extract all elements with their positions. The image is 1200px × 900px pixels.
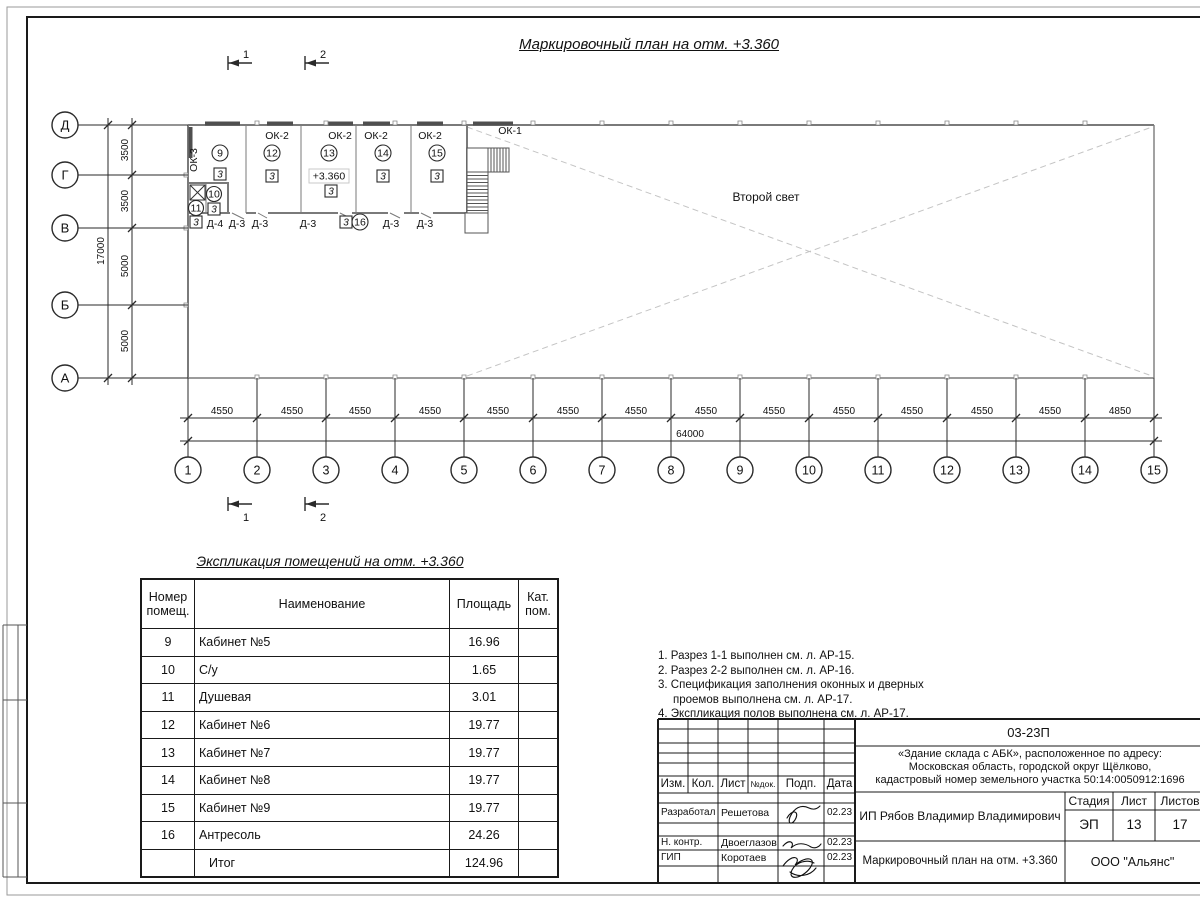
door-label-d3: Д-3 bbox=[416, 218, 434, 230]
explication-title: Экспликация помещений на отм. +3.360 bbox=[196, 553, 464, 569]
floor-type-mark: 3 bbox=[193, 217, 199, 229]
floor-type-mark: 3 bbox=[380, 171, 386, 183]
section-number: 1 bbox=[242, 49, 250, 61]
room-number-cell: 16 bbox=[141, 822, 195, 850]
room-cat-cell bbox=[519, 794, 559, 822]
axis-labels-left bbox=[61, 118, 131, 386]
column-ticks bbox=[184, 121, 1087, 379]
signature-date: 02.23 bbox=[826, 837, 853, 848]
table-row bbox=[141, 684, 558, 712]
window-label-ok2: ОК-2 bbox=[328, 130, 352, 142]
client-name: ИП Рябов Владимир Владимирович bbox=[859, 809, 1061, 824]
room-cat-cell bbox=[519, 766, 559, 794]
axis-number: 14 bbox=[1078, 463, 1092, 478]
table-row bbox=[141, 766, 558, 794]
room-number-cell: 10 bbox=[141, 656, 195, 684]
section-number: 1 bbox=[242, 512, 250, 524]
dim-value: 4550 bbox=[1038, 406, 1062, 417]
room-name-cell: Кабинет №6 bbox=[195, 711, 450, 739]
stage-col-header: Стадия bbox=[1068, 793, 1110, 808]
sheets-col-header: Листов bbox=[1160, 793, 1200, 808]
room-number: 11 bbox=[190, 202, 202, 215]
dim-value: 4550 bbox=[418, 406, 442, 417]
dim-value: 3500 bbox=[120, 189, 131, 213]
project-address-line: кадастровый номер земельного участка 50:14:0050912:1696 bbox=[875, 774, 1185, 787]
axis-number: 1 bbox=[184, 463, 192, 478]
door-label-d3: Д-3 bbox=[228, 218, 246, 230]
signature-developer bbox=[787, 806, 820, 823]
company-name: ООО "Альянс" bbox=[1090, 854, 1175, 869]
total-label-cell: Итог bbox=[195, 849, 450, 877]
axis-number: 5 bbox=[460, 463, 468, 478]
drawing-main-title: Маркировочный план на отм. +3.360 bbox=[518, 36, 780, 53]
explication-table bbox=[140, 578, 559, 878]
note-item: 1. Разрез 1-1 выполнен см. л. АР-15. bbox=[658, 650, 855, 662]
note-item: 3. Спецификация заполнения оконных и дверных проемов выполнена см. л. АР-17. bbox=[658, 679, 924, 706]
room-number-cell: 12 bbox=[141, 711, 195, 739]
sheet-col-header: Лист bbox=[720, 777, 746, 790]
room-cat-cell bbox=[519, 711, 559, 739]
dim-value: 4550 bbox=[900, 406, 924, 417]
dim-value: 4850 bbox=[1108, 406, 1132, 417]
sheets-total: 17 bbox=[1172, 817, 1188, 833]
axis-number: 8 bbox=[667, 463, 675, 478]
stairs bbox=[465, 148, 509, 233]
axis-number: 9 bbox=[736, 463, 744, 478]
total-area-cell: 124.96 bbox=[450, 849, 519, 877]
drawing-title-cell: Маркировочный план на отм. +3.360 bbox=[862, 855, 1058, 868]
section-mark-labels bbox=[243, 49, 326, 524]
table-row bbox=[141, 822, 558, 850]
room-number: 12 bbox=[266, 147, 278, 160]
floor-type-mark: 3 bbox=[343, 217, 349, 229]
window-label-ok3: ОК-3 bbox=[188, 148, 200, 172]
room-name-cell: Кабинет №8 bbox=[195, 766, 450, 794]
room-number: 10 bbox=[208, 188, 220, 201]
axis-number: 4 bbox=[391, 463, 399, 478]
signature-checker bbox=[783, 842, 821, 848]
table-header-row bbox=[141, 579, 558, 629]
room-name-cell: С/у bbox=[195, 656, 450, 684]
axis-number: 10 bbox=[802, 463, 816, 478]
sheet-number: 13 bbox=[1126, 817, 1142, 833]
room-number-cell: 13 bbox=[141, 739, 195, 767]
axis-number: 6 bbox=[529, 463, 537, 478]
note-item: 4. Экспликация полов выполнена см. л. АР-17. bbox=[658, 708, 909, 720]
dim-value: 4550 bbox=[280, 406, 304, 417]
person-name: Коротаев bbox=[721, 851, 767, 864]
column-header: Номер помещ. bbox=[141, 579, 195, 629]
table-row bbox=[141, 794, 558, 822]
room-number: 16 bbox=[354, 216, 366, 229]
table-row bbox=[141, 739, 558, 767]
section-number: 2 bbox=[319, 49, 327, 61]
dim-total: 17000 bbox=[96, 237, 107, 265]
room-area-cell: 19.77 bbox=[450, 766, 519, 794]
axis-number: 12 bbox=[940, 463, 954, 478]
room-number-cell: 14 bbox=[141, 766, 195, 794]
column-header: Площадь bbox=[450, 579, 519, 629]
dim-value: 4550 bbox=[694, 406, 718, 417]
room-name-cell: Кабинет №7 bbox=[195, 739, 450, 767]
sheet-col-header: Лист bbox=[1120, 793, 1148, 808]
role-label: ГИП bbox=[661, 852, 681, 863]
signature-date: 02.23 bbox=[826, 807, 853, 818]
room-area-cell: 24.26 bbox=[450, 822, 519, 850]
section-number: 2 bbox=[319, 512, 327, 524]
window-label-ok2: ОК-2 bbox=[364, 130, 388, 142]
room-markers bbox=[189, 145, 446, 230]
room-area-cell: 3.01 bbox=[450, 684, 519, 712]
door-label-d4: Д-4 bbox=[206, 218, 224, 230]
table-row bbox=[141, 711, 558, 739]
role-label: Разработал bbox=[661, 807, 716, 818]
doc-number: 03-23П bbox=[1007, 724, 1050, 740]
floor-plan bbox=[184, 121, 1154, 379]
dim-value: 4550 bbox=[762, 406, 786, 417]
plan-labels bbox=[188, 125, 800, 230]
axis-number: 15 bbox=[1147, 463, 1161, 478]
room-number: 9 bbox=[217, 147, 223, 160]
count-col-header: Кол. bbox=[691, 777, 715, 790]
signatures bbox=[783, 806, 821, 877]
door-label-d3: Д-3 bbox=[299, 218, 317, 230]
door-label-d3: Д-3 bbox=[251, 218, 269, 230]
project-address-line: «Здание склада с АБК», расположенное по адресу: bbox=[898, 748, 1162, 761]
room-cat-cell bbox=[519, 849, 559, 877]
docnum-col-header: №док. bbox=[750, 779, 776, 790]
dim-value: 4550 bbox=[624, 406, 648, 417]
room-area-cell: 19.77 bbox=[450, 794, 519, 822]
table-row bbox=[141, 656, 558, 684]
room-cat-cell bbox=[519, 822, 559, 850]
signature-col-header: Подп. bbox=[785, 777, 817, 790]
room-cat-cell bbox=[519, 629, 559, 657]
room-number: 15 bbox=[431, 147, 443, 160]
room-name-cell: Антресоль bbox=[195, 822, 450, 850]
axis-number: 11 bbox=[871, 463, 885, 478]
dim-value: 3500 bbox=[120, 138, 131, 162]
window-label-ok2: ОК-2 bbox=[418, 130, 442, 142]
room-cat-cell bbox=[519, 656, 559, 684]
floor-type-mark: 3 bbox=[217, 169, 223, 181]
floor-type-mark: 3 bbox=[328, 186, 334, 198]
axis-letter: Г bbox=[61, 167, 69, 183]
dim-value: 4550 bbox=[832, 406, 856, 417]
room-number: 13 bbox=[323, 147, 335, 160]
axis-letter: Д bbox=[60, 117, 70, 133]
axis-letter: Б bbox=[60, 297, 70, 313]
axis-number: 2 bbox=[253, 463, 261, 478]
room-cat-cell bbox=[519, 739, 559, 767]
room-number-cell: 9 bbox=[141, 629, 195, 657]
floor-type-mark: 3 bbox=[211, 204, 217, 216]
dim-value: 4550 bbox=[210, 406, 234, 417]
room-cat-cell bbox=[519, 684, 559, 712]
axis-number: 7 bbox=[598, 463, 606, 478]
table-row bbox=[141, 629, 558, 657]
table-row-total bbox=[141, 849, 558, 877]
project-address-line: Московская область, городской округ Щёлково, bbox=[908, 761, 1152, 774]
dim-total: 64000 bbox=[676, 429, 704, 440]
room-number-cell: 15 bbox=[141, 794, 195, 822]
floor-type-mark: 3 bbox=[434, 171, 440, 183]
dim-value: 4550 bbox=[486, 406, 510, 417]
room-name-cell: Кабинет №9 bbox=[195, 794, 450, 822]
dim-value: 5000 bbox=[120, 254, 131, 278]
door-label-d3: Д-3 bbox=[382, 218, 400, 230]
column-header: Наименование bbox=[195, 579, 450, 629]
void-label: Второй свет bbox=[732, 190, 800, 204]
axis-number: 3 bbox=[322, 463, 330, 478]
room-area-cell: 19.77 bbox=[450, 711, 519, 739]
plan-walls bbox=[188, 125, 1154, 378]
window-label-ok2: ОК-2 bbox=[265, 130, 289, 142]
column-header: Кат. пом. bbox=[519, 579, 559, 629]
dim-value: 4550 bbox=[556, 406, 580, 417]
room-area-cell: 16.96 bbox=[450, 629, 519, 657]
axis-letter: В bbox=[60, 220, 70, 236]
signature-gip bbox=[783, 858, 816, 878]
room-number-cell: 11 bbox=[141, 684, 195, 712]
notes-list bbox=[658, 649, 958, 722]
stage-value: ЭП bbox=[1079, 817, 1099, 833]
note-item: 2. Разрез 2-2 выполнен см. л. АР-16. bbox=[658, 664, 855, 677]
axis-letter: А bbox=[60, 370, 70, 386]
room-area-cell: 19.77 bbox=[450, 739, 519, 767]
person-name: Двоеглазов bbox=[721, 836, 777, 849]
elevation-mark: +3.360 bbox=[312, 170, 346, 183]
person-name: Решетова bbox=[721, 806, 770, 819]
dim-value: 4550 bbox=[348, 406, 372, 417]
void-cross-lines bbox=[467, 127, 1152, 376]
signature-date: 02.23 bbox=[826, 852, 853, 863]
dim-value: 4550 bbox=[970, 406, 994, 417]
room-number: 14 bbox=[377, 147, 389, 160]
dim-value: 5000 bbox=[120, 329, 131, 353]
room-area-cell: 1.65 bbox=[450, 656, 519, 684]
room-name-cell: Кабинет №5 bbox=[195, 629, 450, 657]
revision-col-header: Изм. bbox=[660, 777, 686, 790]
shower-tray-symbol bbox=[190, 185, 205, 200]
floor-type-mark: 3 bbox=[269, 171, 275, 183]
date-col-header: Дата bbox=[826, 777, 853, 790]
role-label: Н. контр. bbox=[661, 837, 703, 848]
window-label-ok1: ОК-1 bbox=[498, 125, 522, 137]
room-name-cell: Душевая bbox=[195, 684, 450, 712]
room-number-cell bbox=[141, 849, 195, 877]
axis-number: 13 bbox=[1009, 463, 1023, 478]
